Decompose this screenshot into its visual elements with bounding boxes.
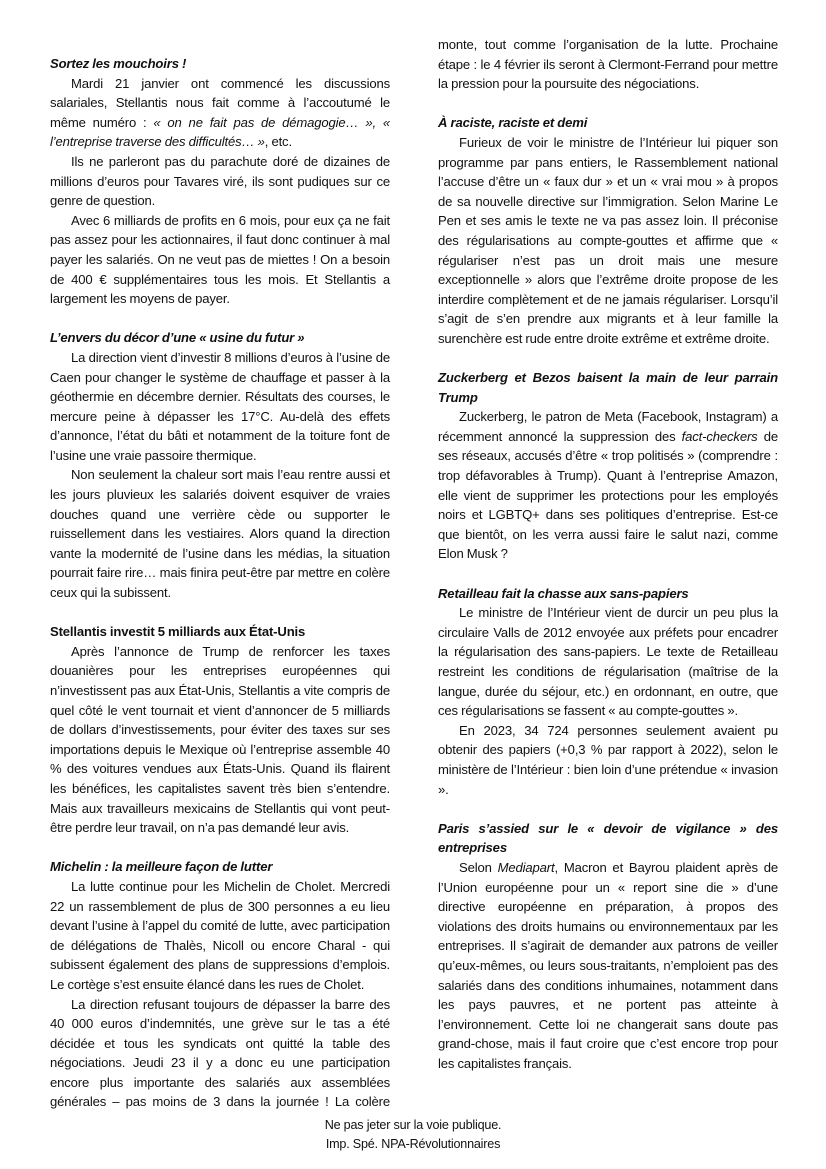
quote-italic: « on ne fait pas de démagogie… », « l’entreprise traverse des difficultés… » — [50, 114, 391, 150]
text-run: , etc. — [264, 134, 292, 150]
italic-publication: Mediapart — [497, 859, 555, 875]
article-title: Paris s’assied sur le « devoir de vigilance » des entreprises — [438, 820, 778, 856]
article-usine-du-futur — [50, 328, 390, 602]
article-paragraph: Non seulement la chaleur sort mais l’eau rentre aussi et les jours pluvieux les salariés doivent esquiver de vraies douches quand une verrière cède ou supporter le ruissellement dans les vestiaires. Alors quand la direction vante la modernité de l’usine dans les médias, la situation pourrait faire rire… mais finira peut-être par mettre en colère ceux qui la subissent. — [50, 467, 390, 601]
article-paragraph: En 2023, 34 724 personnes seulement avaient pu obtenir des papiers (+0,3 % par rapport à 2022), selon le ministère de l’Intérieur : bien loin d’une prétendue « invasion ». — [438, 722, 778, 797]
article-paragraph: Ils ne parleront pas du parachute doré de dizaines de millions d’euros pour Tavares viré, ils sont pudiques sur ce genre de question. — [50, 153, 390, 209]
article-paragraph: Après l’annonce de Trump de renforcer les taxes douanières pour les entreprises européennes qui n’investissent pas aux État-Unis, Stellantis a vite compris de quel côté le vent tournait et vient d’annoncer de 5 milliards de dollars d’investissements, pour éviter des taxes sur ses importations depuis le Mexique où l’entreprise assemble 40 % des voitures vendues aux États-Unis. Quand ils flairent les bénéfices, les capitalistes savent très bien s’entendre. Mais aux travailleurs mexicains de Stellantis qui vont peut-être perdre leur travail, on n’a pas demandé leur avis. — [50, 643, 390, 836]
article-zuckerberg-bezos — [438, 368, 778, 564]
text-run: Selon — [459, 859, 498, 875]
footer-notice: Ne pas jeter sur la voie publique. — [324, 1118, 502, 1132]
article-paragraph-continued: monte, tout comme l’organisation de la lutte. Prochaine étape : le 4 février ils seront à Clermont-Ferrand pour mettre la pression pour la poursuite des négociations. — [438, 37, 778, 92]
article-title: Zuckerberg et Bezos baisent la main de leur parrain Trump — [438, 370, 778, 405]
article-michelin — [50, 857, 390, 1112]
text-run: , Macron et Bayrou plaident après de l’Union européenne pour un « report sine die » d’une directive européenne en préparation, à propos des violations des droits humains ou environnementaux par les entreprises. Il s’agirait de demander aux patrons de veiller qu’eux-mêmes, ou leurs sous-traitants, n’emploient pas des salariés dans des conditions inhumaines, notamment dans les pays pauvres, et ne portent pas atteinte à l’environnement. Cette loi ne changerait sans doute pas grand-chose, mais il faut croire que c’est encore trop pour les capitalistes français. — [438, 859, 778, 1071]
article-a-raciste — [438, 113, 778, 348]
article-stellantis-investit — [50, 622, 390, 838]
article-michelin-continued — [438, 35, 778, 94]
article-title: Sortez les mouchoirs ! — [50, 56, 187, 71]
left-column — [50, 54, 390, 1132]
article-paragraph — [438, 407, 778, 564]
article-sortez-les-mouchoirs — [50, 54, 390, 309]
article-title: Stellantis investit 5 milliards aux État-Unis — [50, 624, 306, 640]
article-title: Michelin : la meilleure façon de lutter — [50, 859, 273, 875]
article-paragraph — [438, 858, 778, 1074]
text-run: Mardi 21 janvier ont commencé les discussions salariales, Stellantis nous fait comme à l’accoutumé le même numéro : — [50, 75, 390, 130]
article-retailleau — [438, 584, 778, 800]
article-devoir-de-vigilance — [438, 819, 778, 1074]
article-title: À raciste, raciste et demi — [438, 115, 588, 131]
article-paragraph — [50, 74, 390, 152]
page-footer — [0, 1116, 826, 1154]
article-paragraph: La direction refusant toujours de dépasser la barre des 40 000 euros d’indemnités, une grève sur le tas a été décidée et tous les syndicats ont quitté la table des négociations. Jeudi 23 il y a donc eu une participation encore plus importante des salariés aux assemblées générales – pas moins de 3 dans la journée ! La colère — [50, 996, 390, 1110]
article-title: Retailleau fait la chasse aux sans-papiers — [438, 585, 689, 601]
article-paragraph: La direction vient d’investir 8 millions d’euros à l’usine de Caen pour changer le système de chauffage et passer à la géothermie en décembre dernier. Résultats des courses, le mercure peine à dépasser les 17°C. Au-delà des effets d’annonce, l’état du bâti et notamment de la toiture font de l’usine une vraie passoire thermique. — [50, 349, 390, 463]
footer-printer: Imp. Spé. NPA-Révolutionnaires — [325, 1137, 501, 1151]
article-paragraph: Le ministre de l’Intérieur vient de durcir un peu plus la circulaire Valls de 2012 envoyée aux préfets pour encadrer la régularisation des sans-papiers. Le texte de Retailleau restreint les conditions de régularisation (maîtrise de la langue, durée du séjour, etc.) en ordonnant, en outre, que ces régularisations se fassent « au compte-gouttes ». — [438, 605, 778, 719]
article-paragraph: Furieux de voir le ministre de l’Intérieur lui piquer son programme par pans entiers, le Rassemblement national l’accuse d’être un « faux dur » et un « vrai mou » à propos de sa nouvelle directive sur l’immigration. Selon Marine Le Pen et ses amis le texte ne va pas assez loin. Il préconise des régularisations au compte-gouttes et affirme que « régulariser n’est pas un droit mais une mesure exceptionnelle » alors que l’extrême droite propose de les interdire complètement et de ne jamais régulariser. Lorsqu’il s’agit de s’en prendre aux migrants et à leur famille la surenchère est rude entre droite extrême et extrême droite. — [438, 134, 778, 346]
right-column — [438, 35, 778, 1093]
italic-term: fact-checkers — [681, 428, 758, 444]
article-paragraph: Avec 6 milliards de profits en 6 mois, pour eux ça ne fait pas assez pour les actionnaires, il faut donc continuer à mal payer les salariés. On ne veut pas de miettes ! On a besoin de 400 € supplémentaires tous les mois. Et Stellantis a largement les moyens de payer. — [50, 212, 390, 307]
article-paragraph: La lutte continue pour les Michelin de Cholet. Mercredi 22 un rassemblement de plus de 300 personnes a eu lieu devant l’usine à l’appel du comité de lutte, avec participation de délégations de Thalès, Nicoll ou encore Charal - qui subissent également des plans de suppressions d’emplois. Le cortège s’est ensuite élancé dans les rues de Cholet. — [50, 878, 390, 992]
text-run: de ses réseaux, accusés d’être « trop politisés » (comprendre : trop défavorables à Trump). Quant à l’entreprise Amazon, elle vient de supprimer les protections pour les employés noirs et LGBTQ+ dans ses politiques d’entreprise. Est-ce que bientôt, on les verra aussi faire le salut nazi, comme Elon Musk ? — [438, 428, 779, 562]
article-title: L’envers du décor d’une « usine du futur » — [50, 330, 305, 346]
text-run: Zuckerberg, le patron de Meta (Facebook, Instagram) a récemment annoncé la suppression des — [438, 409, 778, 444]
